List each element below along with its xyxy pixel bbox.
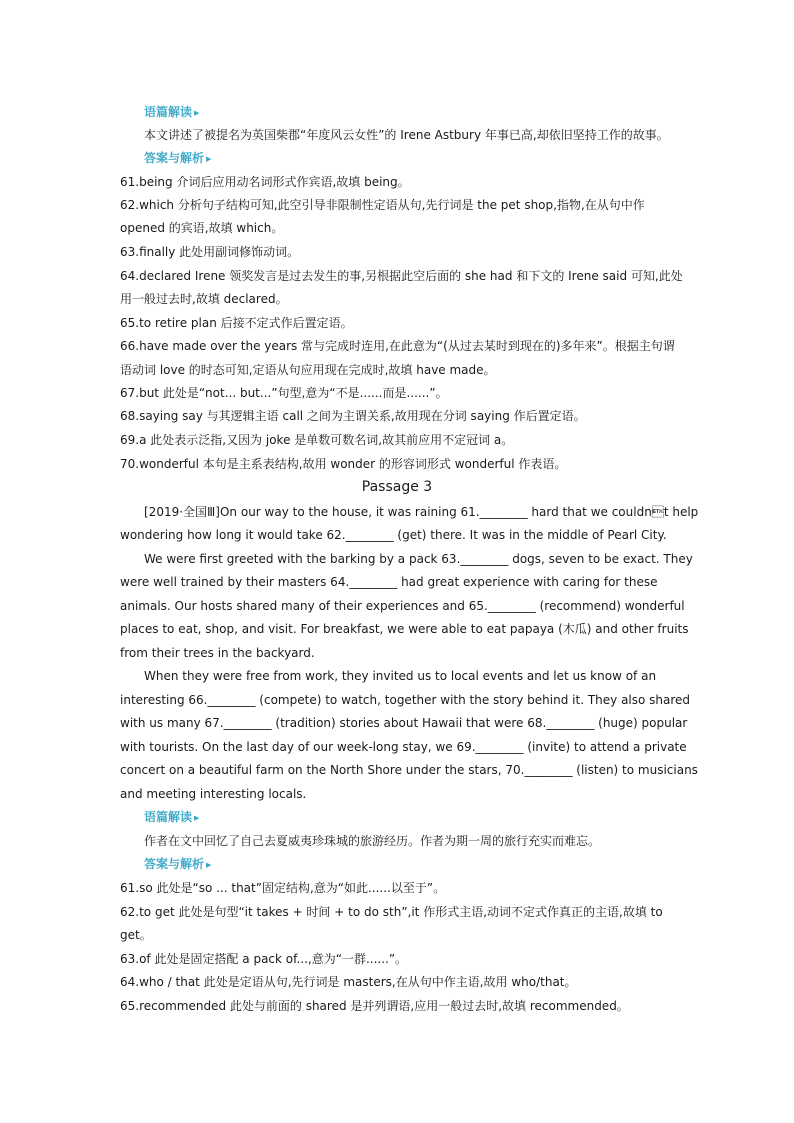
triangle-icon: ▶: [206, 861, 212, 869]
answer-line: 67.but 此处是“not... but...”句型,意为“不是......而是......”。: [120, 386, 448, 400]
passage-text-line: concert on a beautiful farm on the North Shore under the stars, 70.________ (listen) to musicians: [120, 763, 698, 777]
passage-text-line: [2019·全国Ⅲ]On our way to the house, it was raining 61.________ hard that we couldnt help: [144, 505, 699, 519]
answer-line: opened 的宾语,故填 which。: [120, 221, 284, 235]
passage-text-line: with us many 67.________ (tradition) stories about Hawaii that were 68.________ (huge) popular: [120, 716, 688, 730]
passage-text-line: animals. Our hosts shared many of their experiences and 65.________ (recommend) wonderful: [120, 599, 685, 613]
answer-line: 62.which 分析句子结构可知,此空引导非限制性定语从句,先行词是 the pet shop,指物,在从句中作: [120, 198, 645, 212]
reading-header: 语篇解读 ▶: [144, 810, 200, 824]
answer-line: 62.to get 此处是句型“it takes + 时间 + to do sth”,it 作形式主语,动词不定式作真正的主语,故填 to: [120, 905, 663, 919]
passage-text-line: and meeting interesting locals.: [120, 787, 307, 801]
passage-text-line: wondering how long it would take 62.________ (get) there. It was in the middle of Pearl City.: [120, 528, 667, 542]
answer-line: 语动词 love 的时态可知,定语从句应用现在完成时,故填 have made。: [120, 363, 496, 377]
answer-line: 70.wonderful 本句是主系表结构,故用 wonder 的形容词形式 wonderful 作表语。: [120, 457, 567, 471]
triangle-icon: ▶: [194, 814, 200, 822]
answer-line: 63.finally 此处用副词修饰动词。: [120, 245, 300, 259]
answer-line: 66.have made over the years 常与完成时连用,在此意为“(从过去某时到现在的)多年来”。根据主句谓: [120, 339, 675, 353]
answer-line: 61.being 介词后应用动名词形式作宾语,故填 being。: [120, 175, 410, 189]
answer-line: 65.recommended 此处与前面的 shared 是并列谓语,应用一般过去时,故填 recommended。: [120, 999, 629, 1013]
answer-line: 用一般过去时,故填 declared。: [120, 292, 288, 306]
passage-text-line: with tourists. On the last day of our week-long stay, we 69.________ (invite) to attend a private: [120, 740, 687, 754]
triangle-icon: ▶: [206, 155, 212, 163]
answer-line: 64.declared Irene 领奖发言是过去发生的事,另根据此空后面的 she had 和下文的 Irene said 可知,此处: [120, 269, 683, 283]
answer-line: 65.to retire plan 后接不定式作后置定语。: [120, 316, 353, 330]
triangle-icon: ▶: [194, 109, 200, 117]
answers-header: 答案与解析 ▶: [144, 151, 212, 165]
passage-text-line: from their trees in the backyard.: [120, 646, 315, 660]
passage-text-line: interesting 66.________ (compete) to watch, together with the story behind it. They also shared: [120, 693, 691, 707]
answer-line: 64.who / that 此处是定语从句,先行词是 masters,在从句中作主语,故用 who/that。: [120, 975, 577, 989]
reading-summary: 作者在文中回忆了自己去夏威夷珍珠城的旅游经历。作者为期一周的旅行充实而难忘。: [144, 834, 601, 848]
answer-line: get。: [120, 928, 152, 942]
answer-line: 69.a 此处表示泛指,又因为 joke 是单数可数名词,故其前应用不定冠词 a。: [120, 433, 514, 447]
reading-summary: 本文讲述了被提名为英国柴郡“年度风云女性”的 Irene Astbury 年事已高,却依旧坚持工作的故事。: [144, 128, 669, 142]
answer-line: 68.saying say 与其逻辑主语 call 之间为主谓关系,故用现在分词 saying 作后置定语。: [120, 409, 586, 423]
answer-line: 63.of 此处是固定搭配 a pack of...,意为“一群......”。: [120, 952, 408, 966]
passage-text-line: places to eat, shop, and visit. For breakfast, we were able to eat papaya (木瓜) and other fruits: [120, 622, 689, 636]
answers-header: 答案与解析 ▶: [144, 857, 212, 871]
reading-header: 语篇解读 ▶: [144, 105, 200, 119]
passage-title: Passage 3: [361, 479, 433, 495]
passage-text-line: When they were free from work, they invited us to local events and let us know of an: [144, 669, 657, 683]
passage-text-line: were well trained by their masters 64.________ had great experience with caring for these: [120, 575, 658, 589]
passage-text-line: We were first greeted with the barking by a pack 63.________ dogs, seven to be exact. They: [144, 552, 693, 566]
answer-line: 61.so 此处是“so ... that”固定结构,意为“如此......以至于”。: [120, 881, 446, 895]
